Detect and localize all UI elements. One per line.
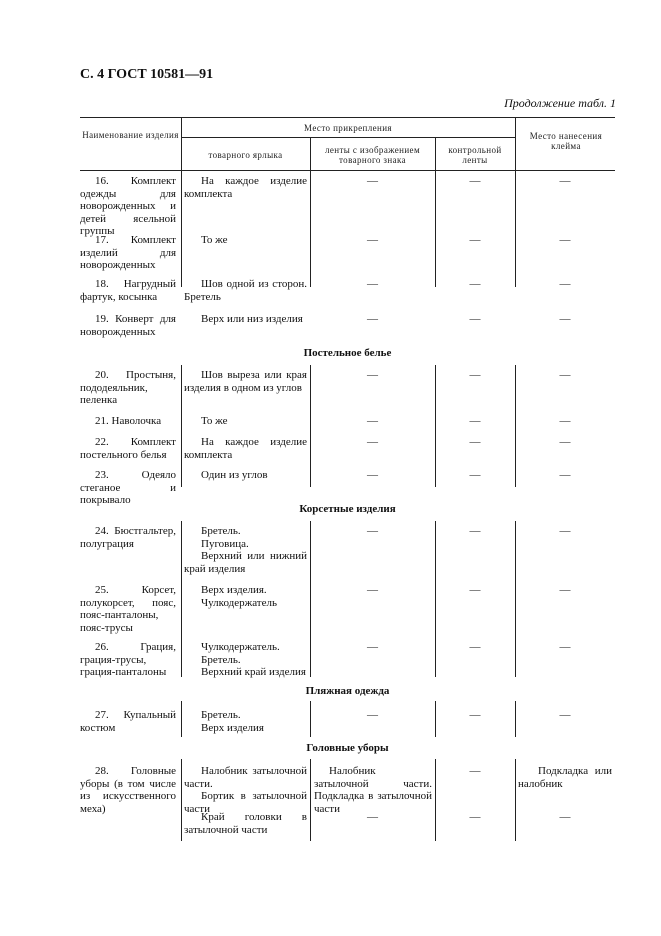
label-place: Край головки в затылочной части — [184, 811, 307, 836]
column-divider — [181, 365, 182, 487]
column-divider — [181, 521, 182, 677]
control-place: — — [469, 278, 481, 290]
ribbon-place: — — [367, 436, 378, 448]
item-name: 21. Наволочка — [95, 415, 162, 427]
label-place: То же — [201, 415, 228, 427]
stamp-place: — — [559, 436, 571, 448]
item-name: 27. Купальный костюм — [80, 709, 176, 734]
item-name: 18. Нагрудный фартук, косынка — [80, 278, 176, 303]
column-divider — [515, 117, 516, 287]
stamp-place: — — [559, 525, 571, 537]
ribbon-place: — — [367, 415, 378, 427]
label-line: Бретель. — [201, 653, 241, 666]
section-title-headwear: Головные уборы — [306, 742, 389, 754]
column-divider — [310, 137, 311, 287]
page-header: С. 4 ГОСТ 10581—91 — [80, 67, 214, 82]
label-line: Чулкодержатель — [201, 596, 277, 609]
stamp-place: — — [559, 369, 571, 381]
header-subrule — [181, 137, 515, 138]
ribbon-place: — — [367, 469, 378, 481]
label-line: Верхний край изделия — [201, 666, 306, 679]
ribbon-place: — — [367, 641, 378, 653]
stamp-place: Подкладка или налобник — [518, 765, 612, 790]
ribbon-place: — — [367, 369, 378, 381]
item-name: 25. Корсет, полукорсет, пояс, пояс-панталоны, пояс-трусы — [80, 584, 176, 634]
stamp-place: — — [559, 234, 571, 246]
data-table — [80, 117, 615, 841]
control-place: — — [469, 469, 481, 481]
control-place: — — [469, 641, 481, 653]
stamp-place: — — [559, 709, 571, 721]
label-place: Один из углов — [201, 469, 268, 481]
item-name: 16. Комплект одежды для новорожденных и детей ясельной группы — [80, 175, 176, 238]
ribbon-place: — — [367, 811, 378, 823]
ribbon-place: — — [367, 525, 378, 537]
label-place — [184, 709, 307, 734]
item-name: 22. Комплект постельного белья — [80, 436, 176, 461]
label-place: На каждое изделие комплекта — [184, 436, 307, 461]
column-divider — [310, 521, 311, 677]
column-divider — [181, 701, 182, 737]
control-place: — — [469, 709, 481, 721]
column-divider — [515, 759, 516, 841]
label-place — [184, 584, 307, 609]
stamp-place: — — [559, 175, 571, 187]
ribbon-place: — — [367, 175, 378, 187]
label-place — [184, 641, 307, 679]
stamp-place: — — [559, 641, 571, 653]
ribbon-place: — — [367, 709, 378, 721]
label-line: Налобник затылочной части. — [184, 765, 307, 790]
header-bottom-rule — [80, 170, 615, 171]
header-stamp: Место нанесения клейма — [529, 131, 603, 151]
stamp-place: — — [559, 811, 571, 823]
label-line: Бретель. — [201, 709, 241, 721]
section-title-corset: Корсетные изделия — [299, 503, 396, 515]
control-place: — — [469, 584, 481, 596]
ribbon-place: — — [367, 234, 378, 246]
column-divider — [181, 759, 182, 841]
column-divider — [181, 117, 182, 287]
control-place: — — [469, 369, 481, 381]
stamp-place: — — [559, 469, 571, 481]
label-place — [184, 525, 307, 575]
ribbon-place: — — [367, 278, 378, 290]
label-place: Верх или низ изделия — [201, 313, 303, 325]
column-divider — [515, 521, 516, 677]
control-place: — — [469, 525, 481, 537]
column-divider — [435, 521, 436, 677]
control-place: — — [469, 811, 481, 823]
section-title-beachwear: Пляжная одежда — [305, 685, 390, 697]
header-ribbon-trademark: ленты с изображением товарного знака — [324, 145, 421, 165]
header-label: товарного ярлыка — [208, 150, 283, 160]
label-place: Шов одной из сторон. Бретель — [184, 278, 307, 303]
stamp-place: — — [559, 415, 571, 427]
label-line: Бретель. — [201, 525, 241, 537]
label-place: Шов выреза или края изделия в одном из углов — [184, 369, 307, 394]
item-name: 26. Грация, грация-трусы, грация-панталоны — [80, 641, 176, 679]
item-name: 23. Одеяло стеганое и покрывало — [80, 469, 176, 507]
ribbon-place: Налобник затылочной части. Подкладка в затылочной части — [314, 765, 432, 815]
label-line: Верх изделия — [201, 721, 264, 734]
header-control-ribbon: контрольной ленты — [448, 145, 502, 165]
header-name: Наименование изделия — [82, 130, 179, 140]
label-line: Чулкодержатель. — [201, 641, 280, 653]
ribbon-place: — — [367, 313, 378, 325]
control-place: — — [469, 175, 481, 187]
stamp-place: — — [559, 313, 571, 325]
control-place: — — [469, 234, 481, 246]
label-line: Верх изделия. — [201, 584, 267, 596]
item-name: 17. Комплект изделий для новорожденных — [80, 234, 176, 272]
column-divider — [435, 137, 436, 287]
item-name: 24. Бюстгальтер, полуграция — [80, 525, 176, 550]
item-name: 20. Простыня, пододеяльник, пеленка — [80, 369, 176, 407]
item-name: 19. Конверт для новорожденных — [80, 313, 176, 338]
label-place: То же — [201, 234, 228, 246]
ribbon-place: — — [367, 584, 378, 596]
label-place — [184, 765, 307, 815]
label-line: Бортик в затылочной части — [184, 790, 307, 815]
label-place: На каждое изделие комплекта — [184, 175, 307, 200]
table-top-rule — [80, 117, 615, 118]
section-title-bedding: Постельное белье — [303, 347, 392, 359]
stamp-place: — — [559, 278, 571, 290]
item-name: 28. Головные уборы (в том числе из искусственного меха) — [80, 765, 176, 815]
header-place-group: Место прикрепления — [304, 123, 392, 133]
stamp-place: — — [559, 584, 571, 596]
table-continuation-caption: Продолжение табл. 1 — [504, 96, 616, 110]
column-divider — [310, 759, 311, 841]
control-place: — — [469, 436, 481, 448]
control-place: — — [469, 313, 481, 325]
control-place: — — [469, 765, 481, 777]
label-line: Верхний или нижний край изделия — [184, 550, 307, 575]
control-place: — — [469, 415, 481, 427]
label-line: Пуговица. — [201, 537, 249, 550]
